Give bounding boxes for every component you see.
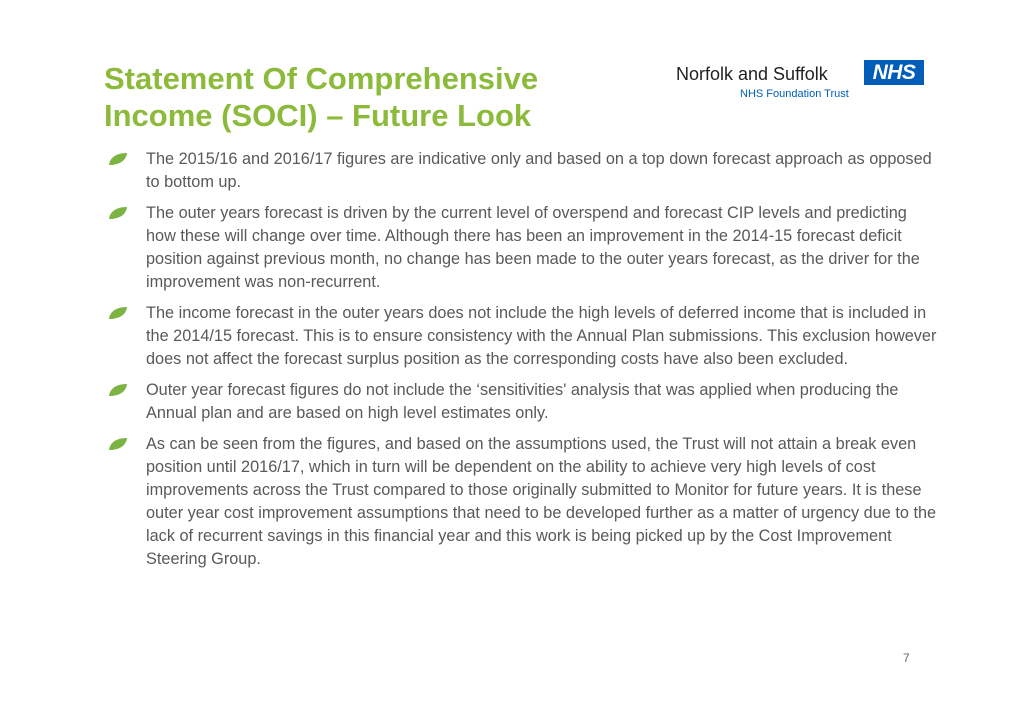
bullet-item xyxy=(108,379,938,425)
bullet-item xyxy=(108,148,938,194)
nhs-badge: NHS xyxy=(864,60,924,85)
logo-org-name: Norfolk and Suffolk xyxy=(676,64,828,84)
leaf-icon xyxy=(108,152,128,166)
bullet-list xyxy=(108,148,938,579)
bullet-item xyxy=(108,302,938,371)
page-title-line-2: Income (SOCI) – Future Look xyxy=(104,98,532,133)
bullet-text: Outer year forecast figures do not include the ‘sensitivities' analysis that was applied when producing the Annual plan and are based on high level estimates only. xyxy=(146,381,899,422)
logo-subtitle: NHS Foundation Trust xyxy=(740,88,849,100)
bullet-text: The 2015/16 and 2016/17 figures are indicative only and based on a top down forecast approach as opposed to bottom up. xyxy=(146,150,932,191)
bullet-item xyxy=(108,202,938,294)
page-title xyxy=(104,60,664,134)
bullet-text: The income forecast in the outer years does not include the high levels of deferred income that is included in the 2014/15 forecast. This is to ensure consistency with the Annual Plan submissions. This exclusion however does not affect the forecast surplus position as the corresponding costs have also been excluded. xyxy=(146,304,937,368)
leaf-icon xyxy=(108,383,128,397)
nhs-trust-logo xyxy=(676,58,926,102)
bullet-text: The outer years forecast is driven by the current level of overspend and forecast CIP levels and predicting how these will change over time. Although there has been an improvement in the 2014-15 forecast deficit position against previous month, no change has been made to the outer years forecast, as the driver for the improvement was non-recurrent. xyxy=(146,204,920,291)
page-title-line-1: Statement Of Comprehensive xyxy=(104,61,539,96)
bullet-item xyxy=(108,433,938,571)
leaf-icon xyxy=(108,437,128,451)
bullet-text: As can be seen from the figures, and based on the assumptions used, the Trust will not attain a break even position until 2016/17, which in turn will be dependent on the ability to achieve very high levels of cost improvements across the Trust compared to those originally submitted to Monitor for future years. It is these outer year cost improvement assumptions that need to be developed further as a matter of urgency due to the lack of recurrent savings in this financial year and this work is being picked up by the Cost Improvement Steering Group. xyxy=(146,435,937,568)
page-number: 7 xyxy=(903,651,910,665)
leaf-icon xyxy=(108,306,128,320)
leaf-icon xyxy=(108,206,128,220)
